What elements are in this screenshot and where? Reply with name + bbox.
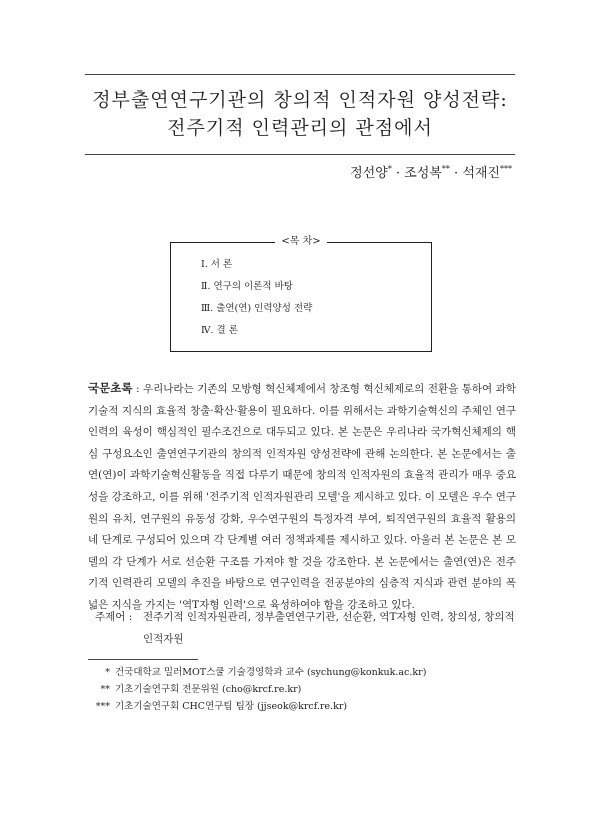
- footnotes: [88, 664, 426, 715]
- footnote-mark: ***: [95, 701, 110, 712]
- paper-title: [60, 86, 540, 142]
- author-name: 조성복: [404, 166, 442, 181]
- footnote-mark: *: [105, 667, 110, 678]
- toc-heading: <목 차>: [171, 235, 431, 249]
- author-separator: ·: [391, 166, 405, 181]
- footnote-mark: **: [100, 684, 110, 695]
- keywords: [95, 607, 520, 650]
- title-top-rule: [85, 74, 515, 75]
- title-line-2: 전주기적 인력관리의 관점에서: [167, 117, 433, 139]
- keywords-label: 주제어 :: [95, 611, 133, 623]
- abstract-text: : 우리나라는 기존의 모방형 혁신체제에서 창조형 혁신체제로의 전환을 통하여 과학기술적 지식의 효율적 창출·확산·활용이 필요하다. 이를 위해서는 과학기술혁신의 주체인 연구인력의 육성이 핵심적인 필수조건으로 대두되고 있다. 본 논문은 우리나라 국가혁신체제의 핵심 구성요소인 출연연구기관의 창의적 인적자원 양성전략에 관해 논의한다. 본 논문에서는 출연(연)이 과학기술혁신활동을 직접 다루기 때문에 창의적 인적자원의 효율적 관리가 매우 중요성을 강조하고, 이를 위해 '전주기적 인적자원관리 모델'을 제시하고 있다. 이 모델은 우수 연구원의 유치, 연구원의 유동성 강화, 우수연구원의 특정자격 부여, 퇴직연구원의 효율적 활용의 네 단계로 구성되어 있으며 각 단계별 여러 정책과제를 제시하고 있다. 아울러 본 논문은 본 모델의 각 단계가 서로 선순환 구조를 가져야 할 것을 강조한다. 본 논문에서는 출연(연)은 전주기적 인력관리 모델의 추진을 바탕으로 연구인력을 전공분야의 심층적 지식과 관련 분야의 폭넓은 지식을 가지는 '역T자형 인력'으로 육성하여야 함을 강조하고 있다.: [88, 383, 516, 611]
- footnote: [88, 698, 426, 715]
- abstract-label: 국문초록: [88, 381, 133, 395]
- toc-item: Ⅱ. 연구의 이론적 바탕: [201, 281, 293, 292]
- footnote-text: 건국대학교 밀러MOT스쿨 기술경영학과 교수 (sychung@konkuk.ac.kr): [115, 667, 427, 678]
- toc-item: Ⅳ. 결 론: [201, 325, 238, 336]
- korean-abstract: [88, 378, 516, 617]
- table-of-contents: [170, 236, 432, 352]
- author-list: [350, 162, 512, 181]
- title-line-1: 정부출연연구기관의 창의적 인적자원 양성전략:: [92, 89, 508, 111]
- author-name: 정선양: [350, 166, 388, 181]
- toc-list: [201, 254, 312, 342]
- footnote-text: 기초기술연구회 전문위원 (cho@krcf.re.kr): [115, 684, 302, 695]
- footnote-rule: [88, 659, 198, 660]
- keywords-text: 전주기적 인적자원관리, 정부출연연구기관, 선순환, 역T자형 인력, 창의성, 창의적 인적자원: [143, 611, 515, 645]
- footnote: [88, 664, 426, 681]
- author-name: 석재진: [462, 166, 500, 181]
- footnote-text: 기초기술연구회 CHC연구팀 팀장 (jjseok@krcf.re.kr): [115, 701, 348, 712]
- title-bottom-rule: [85, 154, 515, 155]
- toc-item: Ⅲ. 출연(연) 인력양성 전략: [201, 303, 313, 314]
- author-mark: *: [387, 164, 392, 174]
- footnote: [88, 681, 426, 698]
- toc-item: Ⅰ. 서 론: [201, 259, 233, 270]
- author-mark: ***: [500, 164, 512, 174]
- author-separator: ·: [449, 166, 463, 181]
- author-mark: **: [441, 164, 450, 174]
